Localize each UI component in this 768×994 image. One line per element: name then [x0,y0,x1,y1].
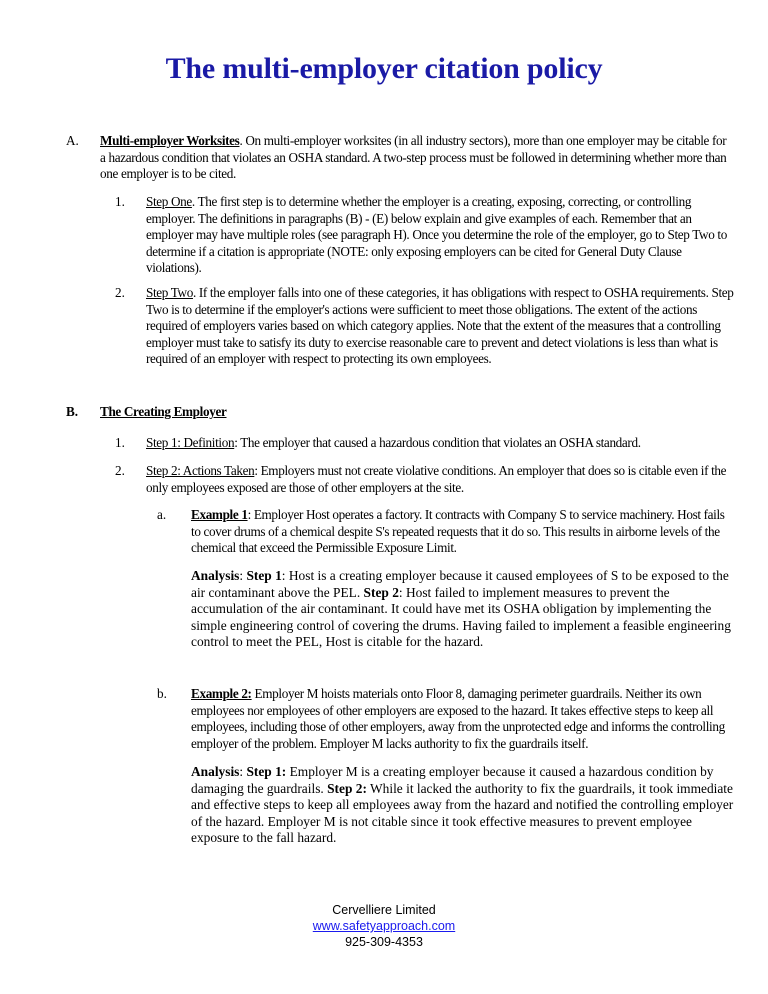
step-two-text: . If the employer falls into one of these categories, it has obligations with respect to OSHA requirements. Step Two is to determine if the employer's actions were sufficient to meet those obligations. The extent of the actions required of employers varies based on which category applies. Note that the extent of the measures that a controlling employer must take to satisfy its duty to exercise reasonable care to prevent and detect violations is less than what is required of an employer with respect to protecting its own employees. [146,285,734,367]
actions-taken-label: Step 2: Actions Taken [146,463,255,478]
section-a-marker: A. [66,133,79,148]
actions-taken-text: : Employers must not create violative conditions. An employer that does so is citable even if the only employees exposed are those of other employers at the site. [146,463,727,495]
analysis-1-step1-text: : Host is a creating employer because it caused employees of S to be exposed to the air contaminant above the PEL. [191,568,729,600]
footer-company: Cervelliere Limited [332,903,436,917]
section-a-text: . On multi-employer worksites (in all industry sectors), more than one employer may be citable for a hazardous condition that violates an OSHA standard. A two-step process must be followed in determining whether more than one employer is to be cited. [100,133,727,182]
analysis-1-step2-label: Step 2 [363,584,399,600]
definition-text: : The employer that caused a hazardous condition that violates an OSHA standard. [234,435,641,450]
example-2-analysis [191,764,737,847]
section-b-item2-marker: 2. [115,463,125,478]
example-2-paragraph [191,686,737,752]
section-b-item1-marker: 1. [115,435,125,450]
footer-phone: 925-309-4353 [345,935,423,949]
example-a-marker: a. [157,507,167,522]
analysis-1-step2-text: : Host failed to implement measures to prevent the accumulation of the air contaminant. It could have met its OSHA obligation by implementing the simple engineering control of covering the drums. Having failed to implement a feasible engineering control to meet the PEL, Host is citable for the hazard. [191,584,731,650]
analysis-2-step2-text: While it lacked the authority to fix the guardrails, it took immediate and effective steps to keep all employees away from the hazard and notified the controlling employer of the hazard. Employer M is not citable since it took effective measures to prevent employee exposure to the fall hazard. [191,780,734,846]
analysis-2-step2-label: Step 2: [327,780,367,796]
section-b-heading: The Creating Employer [100,404,227,419]
example-1-analysis [191,568,739,651]
example-2-text: Employer M hoists materials onto Floor 8, damaging perimeter guardrails. Neither its own employees nor employees of other employers are exposed to the hazard. It takes effective steps to keep all employees, including those of other employers, away from the unprotected edge and informs the controlling employer of the problem. Employer M lacks authority to fix the guardrails itself. [191,686,725,751]
analysis-2-colon: : [239,764,247,779]
section-a-item2-paragraph [146,285,736,368]
page-title: The multi-employer citation policy [165,52,603,85]
section-b-heading-line [100,404,700,421]
step-one-label: Step One [146,194,192,209]
example-1-paragraph [191,507,731,557]
step-two-label: Step Two [146,285,193,300]
section-a-paragraph [100,133,728,183]
example-1-label: Example 1 [191,507,248,522]
analysis-2-step1-text: Employer M is a creating employer because it caused a hazardous condition by damaging the guardrails. [191,764,714,796]
section-a-item2-marker: 2. [115,285,125,300]
section-a-item1-paragraph [146,194,738,277]
analysis-2-label: Analysis [191,764,240,779]
analysis-1-label: Analysis [191,568,240,583]
section-b-marker: B. [66,404,79,419]
analysis-2-step1-label: Step 1: [246,764,287,779]
definition-label: Step 1: Definition [146,435,235,450]
step-one-text: . The first step is to determine whether the employer is a creating, exposing, correcting, or controlling employer. The definitions in paragraphs (B) - (E) below explain and give examples of each. Remember that an employer may have multiple roles (see paragraph H). Once you determine the role of the employer, go to Step Two to determine if a citation is appropriate (NOTE: only exposing employers can be cited for General Duty Clause violations). [146,194,727,276]
analysis-1-step1-label: Step 1 [246,568,282,583]
footer-website-row [0,918,768,934]
analysis-1-colon: : [239,568,247,583]
section-b-item1-paragraph [146,435,736,452]
example-b-marker: b. [157,686,167,701]
example-2-label: Example 2: [191,686,252,701]
section-a-item1-marker: 1. [115,194,125,209]
footer-website-link[interactable]: www.safetyapproach.com [312,919,456,933]
section-a-heading: Multi-employer Worksites [100,133,240,148]
example-1-text: : Employer Host operates a factory. It contracts with Company S to service machinery. Host fails to cover drums of a chemical despite S's repeated requests that it do so. This results in airborne levels of the chemical that exceed the Permissible Exposure Limit. [191,507,725,556]
section-b-item2-paragraph [146,463,736,496]
